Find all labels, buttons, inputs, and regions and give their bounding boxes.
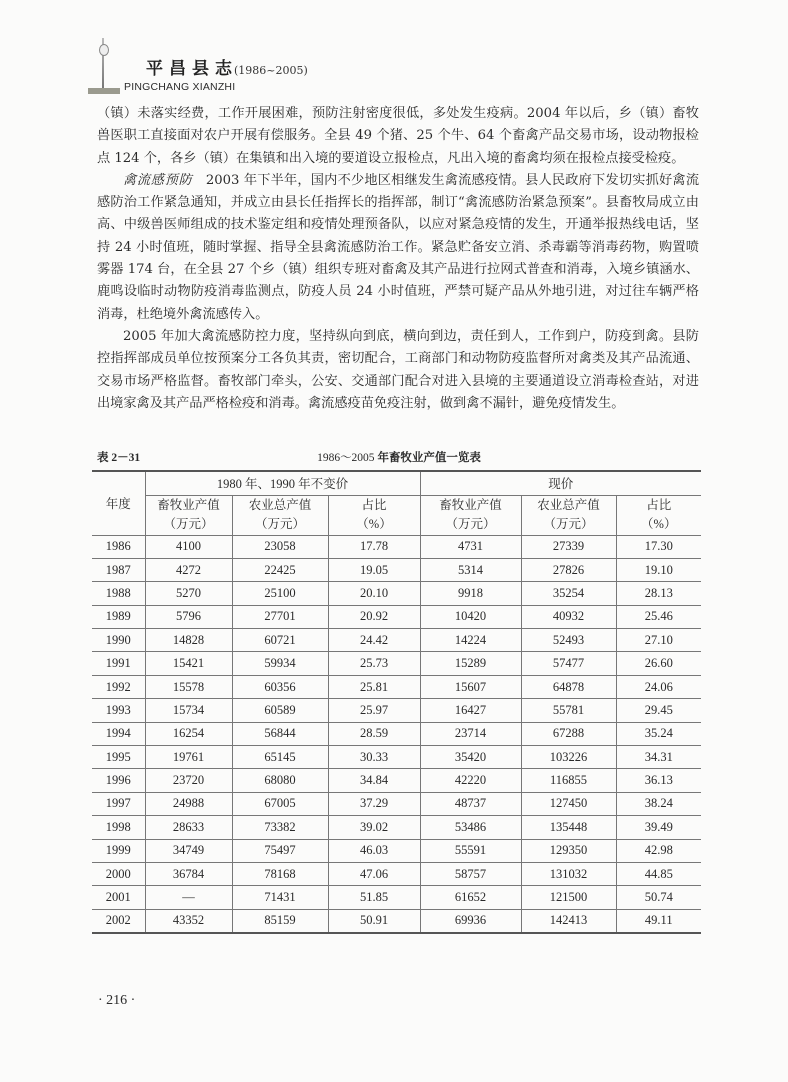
year-cell: 2002	[92, 909, 145, 933]
value-cell: 42220	[420, 769, 521, 792]
value-cell: 17.30	[616, 535, 701, 558]
value-cell: 78168	[232, 862, 328, 885]
column-header-unit: （%）	[356, 517, 392, 531]
year-cell: 1995	[92, 746, 145, 769]
value-cell: 69936	[420, 909, 521, 933]
value-cell: 51.85	[328, 886, 420, 909]
value-cell: 34749	[145, 839, 232, 862]
value-cell: 19.10	[616, 558, 701, 581]
value-cell: 48737	[420, 792, 521, 815]
value-cell: —	[145, 886, 232, 909]
column-header-unit: （%）	[641, 517, 677, 531]
value-cell: 24.42	[328, 629, 420, 652]
column-header-name: 占比	[646, 498, 672, 512]
value-cell: 42.98	[616, 839, 701, 862]
section-topic: 禽流感预防	[123, 172, 193, 188]
value-cell: 23714	[420, 722, 521, 745]
table-title-text: 年畜牧业产值一览表	[374, 452, 481, 464]
column-header	[145, 495, 232, 535]
table-row	[92, 816, 701, 839]
value-cell: 24988	[145, 792, 232, 815]
table-row	[92, 862, 701, 885]
value-cell: 121500	[521, 886, 616, 909]
value-cell: 34.84	[328, 769, 420, 792]
table-row	[92, 746, 701, 769]
value-cell: 28.13	[616, 582, 701, 605]
book-pinyin: PINGCHANG XIANZHI	[124, 81, 236, 93]
table-row	[92, 675, 701, 698]
value-cell: 55781	[521, 699, 616, 722]
value-cell: 65145	[232, 746, 328, 769]
value-cell: 55591	[420, 839, 521, 862]
value-cell: 60356	[232, 675, 328, 698]
value-cell: 71431	[232, 886, 328, 909]
value-cell: 103226	[521, 746, 616, 769]
column-header-name: 畜牧业产值	[439, 498, 502, 512]
value-cell: 25.73	[328, 652, 420, 675]
value-cell: 61652	[420, 886, 521, 909]
value-cell: 35254	[521, 582, 616, 605]
value-cell: 29.45	[616, 699, 701, 722]
value-cell: 57477	[521, 652, 616, 675]
table-row	[92, 769, 701, 792]
year-cell: 1992	[92, 675, 145, 698]
column-header-unit: （万元）	[543, 517, 594, 531]
value-cell: 135448	[521, 816, 616, 839]
constant-price-group-header: 1980 年、1990 年不变价	[145, 471, 420, 495]
year-cell: 1993	[92, 699, 145, 722]
value-cell: 27.10	[616, 629, 701, 652]
table-row	[92, 535, 701, 558]
value-cell: 25.97	[328, 699, 420, 722]
column-header	[328, 495, 420, 535]
column-header	[232, 495, 328, 535]
value-cell: 46.03	[328, 839, 420, 862]
value-cell: 30.33	[328, 746, 420, 769]
value-cell: 4100	[145, 535, 232, 558]
table-title-years: 1986～2005	[317, 452, 375, 464]
livestock-output-table	[92, 470, 701, 934]
table-row	[92, 652, 701, 675]
year-header: 年度	[92, 471, 145, 535]
year-cell: 1986	[92, 535, 145, 558]
value-cell: 23058	[232, 535, 328, 558]
table-body	[92, 535, 701, 933]
current-price-group-header: 现价	[420, 471, 701, 495]
value-cell: 27826	[521, 558, 616, 581]
value-cell: 17.78	[328, 535, 420, 558]
column-header-name: 农业总产值	[248, 498, 312, 512]
column-header-name: 畜牧业产值	[157, 498, 220, 512]
value-cell: 4272	[145, 558, 232, 581]
value-cell: 24.06	[616, 675, 701, 698]
value-cell: 38.24	[616, 792, 701, 815]
page-number: · 216 ·	[98, 993, 136, 1008]
table-title	[97, 449, 701, 465]
column-header-unit: （万元）	[445, 517, 496, 531]
value-cell: 127450	[521, 792, 616, 815]
value-cell: 14224	[420, 629, 521, 652]
column-header-unit: （万元）	[163, 517, 214, 531]
book-years: (1986~2005)	[234, 64, 308, 77]
value-cell: 34.31	[616, 746, 701, 769]
year-cell: 2001	[92, 886, 145, 909]
year-cell: 1988	[92, 582, 145, 605]
value-cell: 5270	[145, 582, 232, 605]
value-cell: 27339	[521, 535, 616, 558]
value-cell: 16427	[420, 699, 521, 722]
column-header	[616, 495, 701, 535]
table-number: 表 2－31	[97, 452, 141, 464]
paragraph-3: 2005 年加大禽流感防控力度，坚持纵向到底，横向到边，责任到人，工作到户，防疫到禽。县防控指挥部成员单位按预案分工各负其责，密切配合，工商部门和动物防疫监督所对禽类及其产品流通、交易市场严格监督。畜牧部门牵头，公安、交通部门配合对进入县境的主要通道设立消毒检查站，对进出境家禽及其产品严格检疫和消毒。禽流感疫苗免疫注射，做到禽不漏针，避免疫情发生。	[97, 328, 699, 411]
table-row	[92, 699, 701, 722]
year-cell: 1999	[92, 839, 145, 862]
value-cell: 52493	[521, 629, 616, 652]
value-cell: 28633	[145, 816, 232, 839]
lamp-bulb-icon	[99, 44, 109, 56]
value-cell: 20.92	[328, 605, 420, 628]
value-cell: 39.02	[328, 816, 420, 839]
year-cell: 1994	[92, 722, 145, 745]
paragraph-2-text: 2003 年下半年，国内不少地区相继发生禽流感疫情。县人民政府下发切实抓好禽流感防治工作紧急通知，并成立由县长任指挥长的指挥部，制订“禽流感防治紧急预案”。县畜牧局成立由高、中级兽医师组成的技术鉴定组和疫情处理预备队，以应对紧急疫情的发生，开通举报热线电话，坚持 24 小时值班，随时掌握、指导全县禽流感防治工作。紧急贮备安立消、杀毒霸等消毒药物，购置喷雾器 174 台，在全县 27 个乡（镇）组织专班对畜禽及其产品进行拉网式普查和消毒，入境乡镇涵水、鹿鸣设临时动物防疫消毒监测点，防疫人员 24 小时值班，严禁可疑产品从外地引进，对过往车辆严格消毒，杜绝境外禽流感传入。	[97, 172, 699, 322]
value-cell: 15607	[420, 675, 521, 698]
value-cell: 39.49	[616, 816, 701, 839]
value-cell: 50.74	[616, 886, 701, 909]
table-row	[92, 629, 701, 652]
value-cell: 10420	[420, 605, 521, 628]
value-cell: 53486	[420, 816, 521, 839]
value-cell: 36.13	[616, 769, 701, 792]
value-cell: 85159	[232, 909, 328, 933]
book-title	[146, 54, 308, 79]
logo-base-bar	[88, 88, 120, 94]
value-cell: 19761	[145, 746, 232, 769]
column-header-name: 占比	[361, 498, 387, 512]
value-cell: 67005	[232, 792, 328, 815]
value-cell: 4731	[420, 535, 521, 558]
value-cell: 43352	[145, 909, 232, 933]
value-cell: 47.06	[328, 862, 420, 885]
value-cell: 35.24	[616, 722, 701, 745]
value-cell: 5314	[420, 558, 521, 581]
year-cell: 1987	[92, 558, 145, 581]
value-cell: 16254	[145, 722, 232, 745]
value-cell: 59934	[232, 652, 328, 675]
value-cell: 25.46	[616, 605, 701, 628]
year-cell: 1998	[92, 816, 145, 839]
value-cell: 27701	[232, 605, 328, 628]
value-cell: 116855	[521, 769, 616, 792]
year-cell: 1997	[92, 792, 145, 815]
value-cell: 129350	[521, 839, 616, 862]
year-cell: 1996	[92, 769, 145, 792]
table-row	[92, 582, 701, 605]
value-cell: 64878	[521, 675, 616, 698]
value-cell: 15289	[420, 652, 521, 675]
value-cell: 22425	[232, 558, 328, 581]
value-cell: 15578	[145, 675, 232, 698]
value-cell: 35420	[420, 746, 521, 769]
value-cell: 44.85	[616, 862, 701, 885]
table-row	[92, 909, 701, 933]
running-header	[88, 30, 388, 94]
value-cell: 50.91	[328, 909, 420, 933]
value-cell: 28.59	[328, 722, 420, 745]
table-row	[92, 886, 701, 909]
value-cell: 19.05	[328, 558, 420, 581]
table-row	[92, 722, 701, 745]
table-header-row-1	[92, 471, 701, 495]
table-row	[92, 839, 701, 862]
value-cell: 20.10	[328, 582, 420, 605]
value-cell: 25100	[232, 582, 328, 605]
value-cell: 58757	[420, 862, 521, 885]
value-cell: 131032	[521, 862, 616, 885]
value-cell: 49.11	[616, 909, 701, 933]
value-cell: 36784	[145, 862, 232, 885]
year-cell: 1989	[92, 605, 145, 628]
value-cell: 56844	[232, 722, 328, 745]
table-row	[92, 605, 701, 628]
value-cell: 5796	[145, 605, 232, 628]
year-cell: 1991	[92, 652, 145, 675]
value-cell: 37.29	[328, 792, 420, 815]
paragraph-2	[97, 170, 699, 326]
column-header	[521, 495, 616, 535]
value-cell: 60589	[232, 699, 328, 722]
value-cell: 15421	[145, 652, 232, 675]
value-cell: 142413	[521, 909, 616, 933]
value-cell: 40932	[521, 605, 616, 628]
value-cell: 14828	[145, 629, 232, 652]
value-cell: 25.81	[328, 675, 420, 698]
value-cell: 60721	[232, 629, 328, 652]
table-row	[92, 792, 701, 815]
column-header-unit: （万元）	[254, 517, 305, 531]
year-cell: 1990	[92, 629, 145, 652]
body-text	[97, 103, 699, 415]
value-cell: 73382	[232, 816, 328, 839]
value-cell: 9918	[420, 582, 521, 605]
value-cell: 68080	[232, 769, 328, 792]
year-cell: 2000	[92, 862, 145, 885]
book-title-text: 平昌县志	[146, 59, 238, 79]
paragraph-1: （镇）未落实经费，工作开展困难，预防注射密度很低，多处发生疫病。2004 年以后，乡（镇）畜牧兽医职工直接面对农户开展有偿服务。全县 49 个猪、25 个牛、64 个畜禽产品交易市场，设动物报检点 124 个，各乡（镇）在集镇和出入境的要道设立报检点，凡出入境的畜禽均须在报检点接受检疫。	[97, 106, 699, 166]
value-cell: 75497	[232, 839, 328, 862]
value-cell: 26.60	[616, 652, 701, 675]
value-cell: 15734	[145, 699, 232, 722]
value-cell: 67288	[521, 722, 616, 745]
column-header-name: 农业总产值	[537, 498, 600, 512]
value-cell: 23720	[145, 769, 232, 792]
table-header-row-2	[92, 495, 701, 535]
table-row	[92, 558, 701, 581]
column-header	[420, 495, 521, 535]
